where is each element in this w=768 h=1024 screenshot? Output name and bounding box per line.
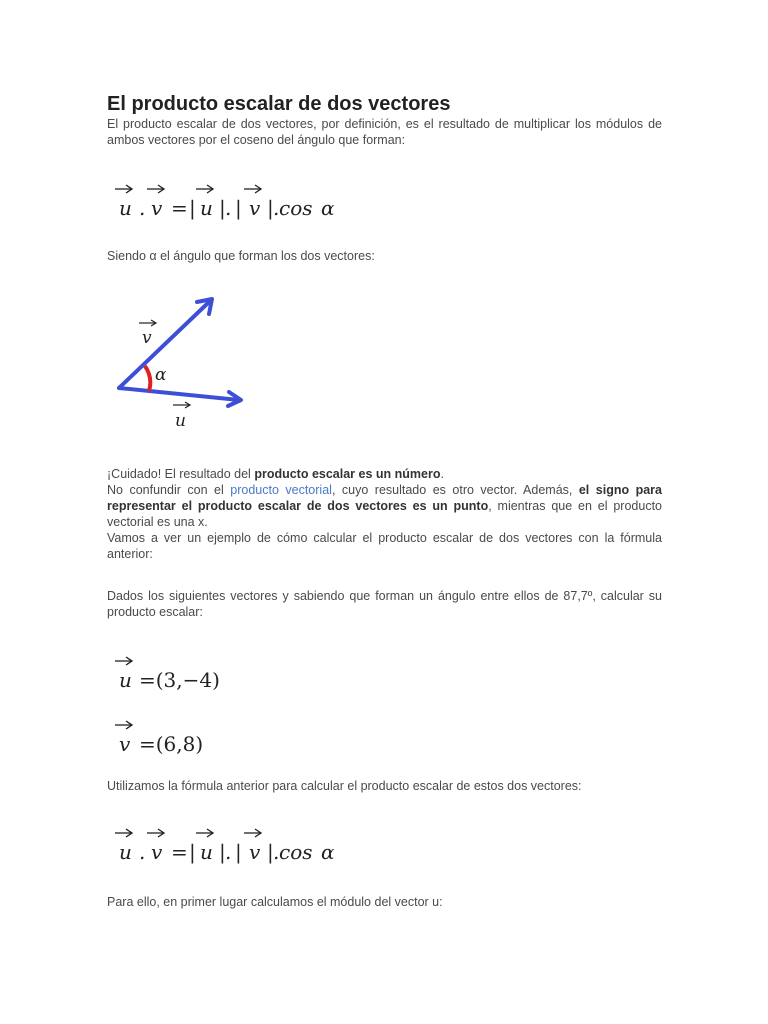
warning-suffix: .	[440, 467, 444, 481]
confuse-suffix: , mientras que en el producto vectorial es una x.	[107, 499, 662, 529]
vectors-diagram	[111, 290, 311, 440]
vector-arrow-icon	[244, 184, 262, 194]
angle-paragraph: Siendo α el ángulo que forman los dos vectores:	[107, 249, 375, 263]
dot-product-formula	[107, 178, 662, 222]
formula-u: u	[200, 840, 213, 864]
u-label: u	[175, 411, 186, 431]
confuse-middle: , cuyo resultado es otro vector. Además,	[331, 483, 579, 497]
confuse-paragraph	[107, 482, 662, 530]
vector-u-line	[119, 388, 239, 400]
example-intro-paragraph: Vamos a ver un ejemplo de cómo calcular el producto escalar de dos vectores con la fórmula anterior:	[107, 531, 662, 561]
vector-arrow-icon	[147, 828, 165, 838]
vector-arrow-icon	[115, 720, 133, 730]
confuse-bold: el signo para representar el producto escalar de dos vectores es un punto	[107, 483, 662, 513]
vector-arrow-icon	[244, 828, 262, 838]
vector-arrow-icon	[196, 184, 214, 194]
angle-diagram	[111, 290, 311, 440]
formula-pipe: |	[235, 196, 242, 220]
vector-arrow-icon	[115, 656, 133, 666]
page-title: El producto escalar de dos vectores	[107, 93, 451, 115]
vector-arrow-icon	[115, 828, 133, 838]
formula-u: u	[119, 840, 132, 864]
alpha-label: α	[155, 365, 167, 385]
producto-vectorial-link[interactable]: producto vectorial	[230, 483, 332, 497]
formula-pipe: |	[219, 196, 226, 220]
formula-dot: .	[225, 196, 232, 220]
vector-arrow-icon	[115, 184, 133, 194]
formula-equals: =	[171, 196, 188, 220]
first-step-paragraph: Para ello, en primer lugar calculamos el módulo del vector u:	[107, 895, 443, 909]
vector-v-value: =(6,8)	[139, 732, 204, 756]
formula-u: u	[200, 196, 213, 220]
formula-pipe: |	[235, 840, 242, 864]
formula-equals: =	[171, 840, 188, 864]
formula-pipe: |	[189, 840, 196, 864]
vector-arrow-icon	[196, 828, 214, 838]
intro-paragraph: El producto escalar de dos vectores, por definición, es el resultado de multiplicar los módulos de ambos vectores por el coseno del ángulo que forman:	[107, 117, 662, 147]
vector-v-definition	[107, 714, 662, 754]
formula-pipe: |	[267, 196, 274, 220]
formula-dot: .	[273, 196, 280, 220]
formula-v: v	[249, 196, 261, 220]
formula-v: v	[151, 196, 163, 220]
formula-pipe: |	[189, 196, 196, 220]
v-label: v	[142, 328, 152, 348]
warning-prefix: ¡Cuidado! El resultado del	[107, 467, 255, 481]
formula-alpha: α	[321, 840, 335, 864]
given-paragraph: Dados los siguientes vectores y sabiendo que forman un ángulo entre ellos de 87,7º, calcular su producto escalar:	[107, 589, 662, 619]
use-formula-paragraph: Utilizamos la fórmula anterior para calcular el producto escalar de estos dos vectores:	[107, 779, 582, 793]
formula-pipe: |	[267, 840, 274, 864]
formula-v: v	[249, 840, 261, 864]
formula-dot: .	[273, 840, 280, 864]
vector-u-value: =(3,−4)	[139, 668, 220, 692]
vector-u-definition	[107, 650, 662, 690]
warning-bold: producto escalar es un número	[254, 467, 441, 481]
angle-arc	[145, 366, 150, 391]
formula-v: v	[151, 840, 163, 864]
formula-cos: cos	[279, 196, 313, 220]
formula-dot: .	[139, 196, 146, 220]
document-page	[107, 92, 662, 910]
formula-u: u	[119, 196, 132, 220]
formula-dot: .	[225, 840, 232, 864]
vector-v-name: v	[119, 732, 131, 756]
formula-alpha: α	[321, 196, 335, 220]
dot-product-formula-2	[107, 822, 662, 866]
vector-u-name: u	[119, 668, 132, 692]
warning-paragraph	[107, 466, 662, 482]
confuse-prefix: No confundir con el	[107, 483, 231, 497]
vector-arrow-icon	[147, 184, 165, 194]
formula-cos: cos	[279, 840, 313, 864]
formula-dot: .	[139, 840, 146, 864]
formula-pipe: |	[219, 840, 226, 864]
